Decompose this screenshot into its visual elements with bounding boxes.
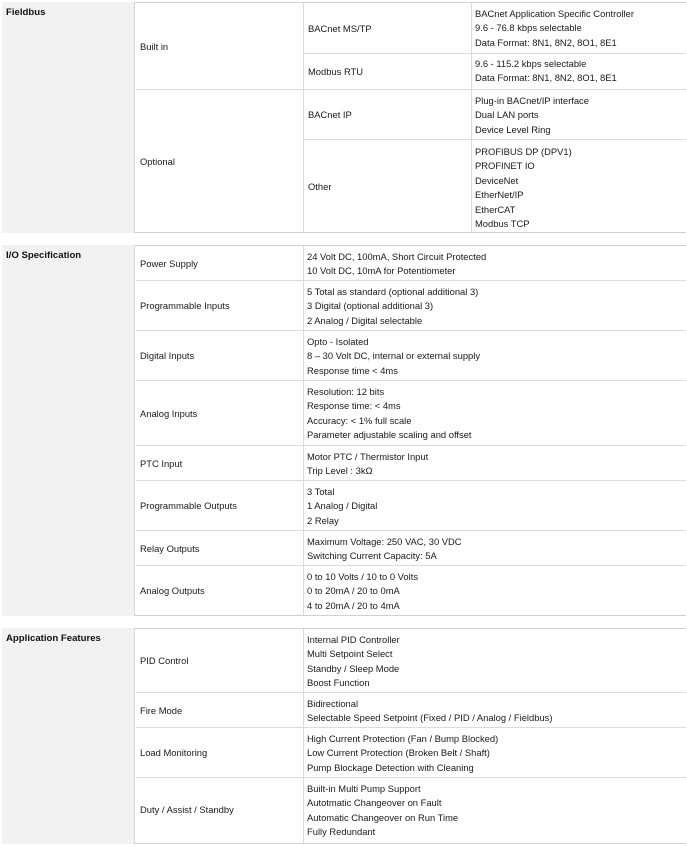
row-label-text: Duty / Assist / Standby: [140, 804, 234, 815]
row-label-pid-control: [136, 629, 303, 692]
row-label-fire-mode: [136, 693, 303, 727]
row-label-load-monitoring: [136, 728, 303, 777]
detail-line: EtherCAT: [475, 203, 516, 215]
detail-line: Trip Level : 3kΩ: [307, 465, 373, 477]
row-label-text: Analog Outputs: [140, 584, 205, 596]
detail-line: 4 to 20mA / 20 to 4mA: [307, 599, 400, 611]
app-section-header: [2, 628, 135, 844]
row-label-digital-inputs: [136, 331, 303, 380]
detail-line: Switching Current Capacity: 5A: [307, 550, 437, 562]
detail-line: Dual LAN ports: [475, 109, 539, 121]
detail-line: Internal PID Controller: [307, 634, 400, 645]
detail-line: 0 to 10 Volts / 10 to 0 Volts: [307, 571, 419, 582]
group-label-built-in: [136, 3, 303, 89]
protocol-details-modbus-rtu: [472, 54, 686, 89]
detail-line: 8 – 30 Volt DC, internal or external supply: [307, 350, 481, 362]
row-details-relay-outputs: [304, 531, 686, 565]
detail-line: Device Level Ring: [475, 123, 551, 135]
row-label-text: PTC Input: [140, 457, 183, 469]
section-title: I/O Specification: [6, 250, 82, 261]
detail-line: Standby / Sleep Mode: [307, 662, 400, 674]
protocol-name-text: Other: [308, 180, 332, 192]
detail-line: 2 Relay: [307, 514, 339, 526]
detail-line: PROFIBUS DP (DPV1): [475, 146, 572, 157]
row-label-text: Digital Inputs: [140, 350, 195, 361]
detail-line: Response time < 4ms: [307, 364, 398, 376]
detail-line: 1 Analog / Digital: [307, 500, 378, 512]
row-details-analog-inputs: [304, 381, 686, 445]
row-label-analog-inputs: [136, 381, 303, 445]
detail-line: Modbus TCP: [475, 218, 530, 230]
row-label-ptc-input: [136, 446, 303, 480]
detail-line: Accuracy: < 1% full scale: [307, 414, 412, 426]
detail-line: Boost Function: [307, 677, 370, 689]
protocol-name-modbus-rtu: [304, 54, 471, 89]
row-details-power-supply: [304, 246, 686, 280]
detail-line: 5 Total as standard (optional additional 3): [307, 286, 479, 297]
detail-line: Multi Setpoint Select: [307, 648, 393, 660]
row-label-text: Power Supply: [140, 257, 198, 269]
row-details-programmable-inputs: [304, 281, 686, 330]
row-label-text: Programmable Inputs: [140, 300, 230, 311]
detail-line: Built-in Multi Pump Support: [307, 783, 421, 794]
detail-line: Data Format: 8N1, 8N2, 8O1, 8E1: [475, 36, 617, 48]
detail-line: 0 to 20mA / 20 to 0mA: [307, 585, 400, 597]
row-details-load-monitoring: [304, 728, 686, 777]
detail-line: Pump Blockage Detection with Cleaning: [307, 761, 474, 773]
row-label-programmable-inputs: [136, 281, 303, 330]
row-label-text: Programmable Outputs: [140, 500, 237, 511]
protocol-name-text: BACnet IP: [308, 109, 352, 120]
detail-line: EtherNet/IP: [475, 189, 524, 201]
detail-line: Resolution: 12 bits: [307, 386, 385, 397]
protocol-name-bacnet-mstp: [304, 3, 471, 53]
detail-line: Automatic Changeover on Run Time: [307, 811, 459, 823]
protocol-name-other: [304, 140, 471, 232]
row-details-pid-control: [304, 629, 686, 692]
detail-line: Plug-in BACnet/IP interface: [475, 95, 589, 106]
detail-line: High Current Protection (Fan / Bump Blocked): [307, 733, 499, 744]
row-details-analog-outputs: [304, 566, 686, 614]
detail-line: DeviceNet: [475, 174, 519, 186]
detail-line: Bidirectional: [307, 698, 359, 709]
row-label-duty-assist-standby: [136, 778, 303, 841]
section-title: Fieldbus: [6, 7, 46, 18]
row-label-power-supply: [136, 246, 303, 280]
protocol-name-bacnet-ip: [304, 90, 471, 139]
row-label-relay-outputs: [136, 531, 303, 565]
protocol-name-text: BACnet MS/TP: [308, 22, 372, 34]
group-label-text: Built in: [140, 40, 169, 52]
detail-line: Response time: < 4ms: [307, 400, 401, 412]
detail-line: 9.6 - 115.2 kbps selectable: [475, 58, 587, 69]
io-specification-section: [2, 245, 686, 616]
detail-line: Selectable Speed Setpoint (Fixed / PID / Analog / Fieldbus): [307, 712, 553, 724]
detail-line: Opto - Isolated: [307, 336, 369, 347]
detail-line: Fully Redundant: [307, 826, 376, 838]
protocol-details-bacnet-ip: [472, 90, 686, 139]
row-label-text: Fire Mode: [140, 704, 183, 716]
row-details-ptc-input: [304, 446, 686, 480]
detail-line: Motor PTC / Thermistor Input: [307, 451, 429, 462]
detail-line: PROFINET IO: [475, 160, 535, 172]
application-features-section: [2, 628, 686, 844]
protocol-details-other: [472, 140, 686, 232]
row-details-programmable-outputs: [304, 481, 686, 530]
row-details-fire-mode: [304, 693, 686, 727]
io-section-header: [2, 245, 135, 616]
detail-line: 3 Digital (optional additional 3): [307, 300, 434, 312]
row-details-duty-assist-standby: [304, 778, 686, 841]
detail-line: Parameter adjustable scaling and offset: [307, 429, 472, 441]
row-label-programmable-outputs: [136, 481, 303, 530]
group-label-optional: [136, 90, 303, 232]
row-label-text: PID Control: [140, 655, 189, 666]
row-label-text: Load Monitoring: [140, 747, 208, 758]
row-label-text: Analog Inputs: [140, 407, 198, 419]
section-title: Application Features: [6, 633, 101, 644]
detail-line: 9.6 - 76.8 kbps selectable: [475, 22, 582, 34]
row-label-text: Relay Outputs: [140, 542, 200, 554]
detail-line: BACnet Application Specific Controller: [475, 8, 634, 19]
detail-line: 2 Analog / Digital selectable: [307, 314, 423, 326]
detail-line: Low Current Protection (Broken Belt / Shaft): [307, 747, 490, 759]
group-label-text: Optional: [140, 155, 175, 167]
detail-line: 24 Volt DC, 100mA, Short Circuit Protected: [307, 251, 487, 262]
fieldbus-section: [2, 2, 686, 233]
row-label-analog-outputs: [136, 566, 303, 614]
protocol-name-text: Modbus RTU: [308, 66, 364, 77]
detail-line: Autotmatic Changeover on Fault: [307, 797, 442, 809]
detail-line: Maximum Voltage: 250 VAC, 30 VDC: [307, 536, 462, 547]
detail-line: Data Format: 8N1, 8N2, 8O1, 8E1: [475, 72, 617, 84]
fieldbus-section-header: [2, 2, 135, 233]
detail-line: 3 Total: [307, 486, 335, 497]
protocol-details-bacnet-mstp: [472, 3, 686, 53]
row-details-digital-inputs: [304, 331, 686, 380]
detail-line: 10 Volt DC, 10mA for Potentiometer: [307, 265, 456, 277]
